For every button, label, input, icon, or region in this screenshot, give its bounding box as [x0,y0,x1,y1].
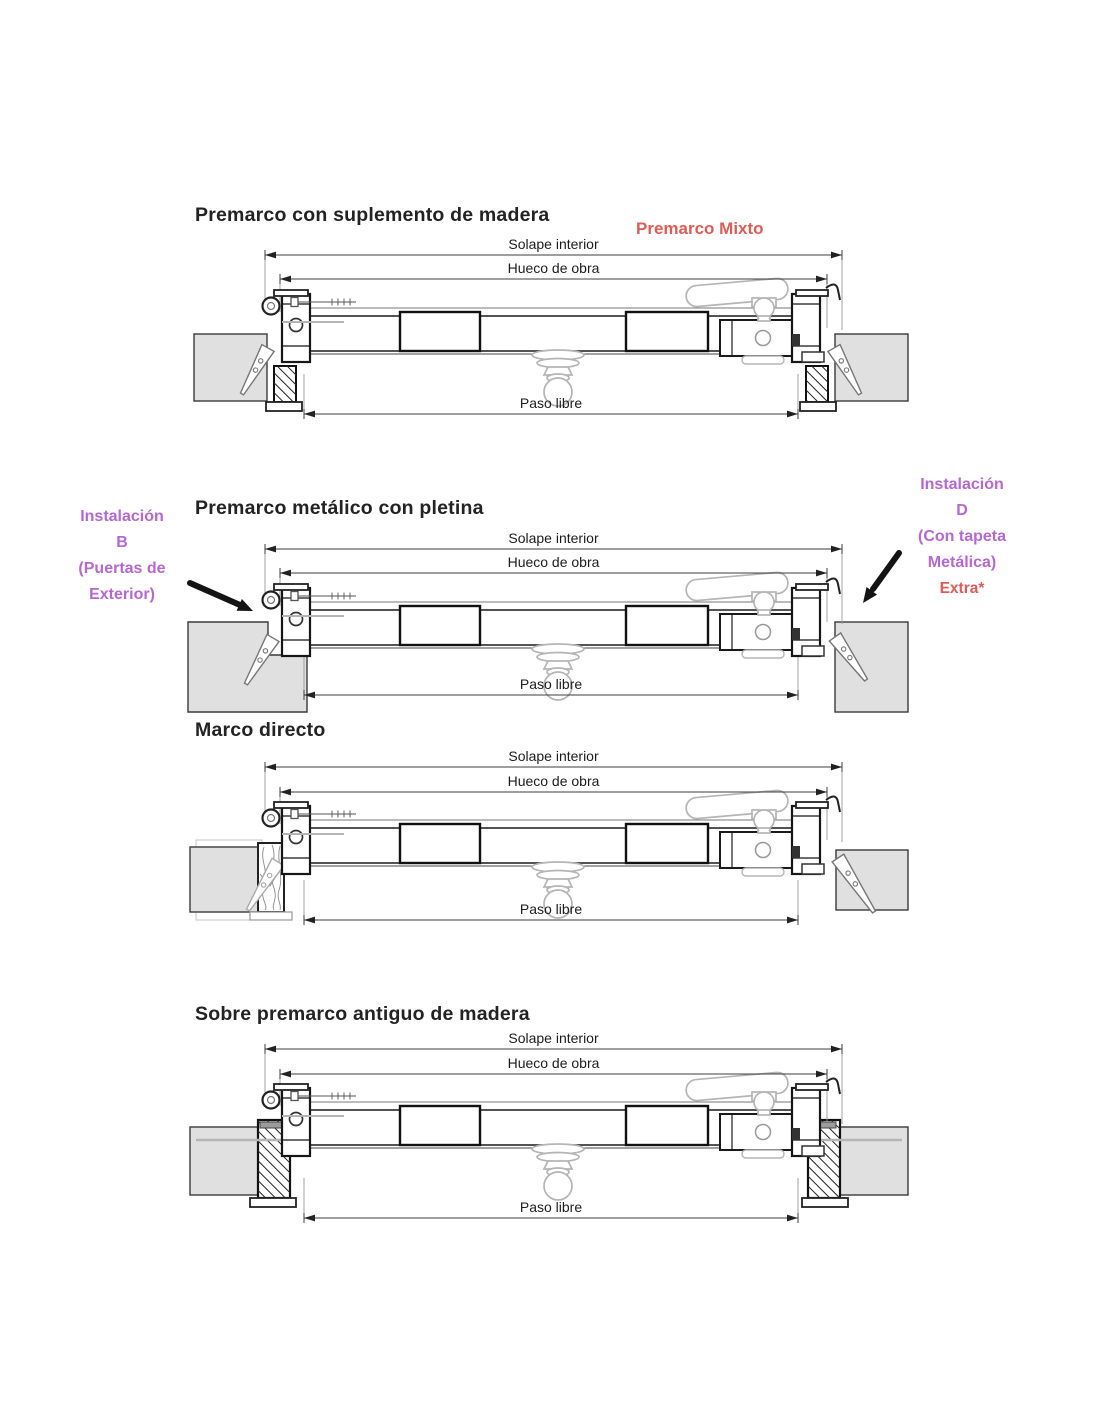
section-title-marco-directo: Marco directo [195,719,326,741]
label-extra: Extra* [939,580,985,597]
note-line: Metálica) [927,554,997,571]
dimension-paso-libre-label: Paso libre [519,676,583,692]
dimension-hueco-de-obra-label: Hueco de obra [507,554,600,570]
dimension-paso-libre-label: Paso libre [519,395,583,411]
note-instalacion-d [900,472,1024,602]
note-instalacion-b [55,504,189,608]
dimension-paso-libre [304,1199,798,1223]
hinge-detail [263,592,280,609]
lock-case [720,832,800,876]
dimension-hueco-de-obra-label: Hueco de obra [507,1055,600,1071]
dimension-solape-interior-label: Solape interior [508,1030,599,1046]
dimension-solape-interior [265,748,842,772]
note-line: B [116,534,128,551]
note-line: Exterior) [89,586,155,603]
dimension-hueco-de-obra-label: Hueco de obra [507,260,600,276]
lock-case [720,614,800,658]
note-line: (Puertas de [78,560,166,577]
lock-case [720,1114,800,1158]
note-line: Instalación [80,508,164,525]
dimension-hueco-de-obra [280,260,827,284]
hinge-detail [263,298,280,315]
diagram-marco-directo [186,748,916,944]
dimension-solape-interior-label: Solape interior [508,748,599,764]
dimension-solape-interior-label: Solape interior [508,236,599,252]
section-title-premarco-suplemento: Premarco con suplemento de madera [195,204,550,226]
note-line: (Con tapeta [918,528,1006,545]
hinge-detail [263,810,280,827]
dimension-hueco-de-obra [280,554,827,578]
note-line: D [956,502,968,519]
dimension-solape-interior [265,1030,842,1054]
dimension-solape-interior [265,530,842,554]
dimension-hueco-de-obra-label: Hueco de obra [507,773,600,789]
label-premarco-mixto: Premarco Mixto [636,219,764,238]
lock-case [720,320,800,364]
diagram-premarco-antiguo [186,1030,916,1226]
hinge-detail [263,1092,280,1109]
dimension-paso-libre-label: Paso libre [519,1199,583,1215]
diagram-premarco-suplemento [186,236,916,432]
dimension-paso-libre [304,395,798,419]
note-line: Instalación [920,476,1004,493]
door-knob [532,1144,584,1200]
dimension-solape-interior [265,236,842,260]
dimension-paso-libre [304,901,798,925]
diagram-premarco-metalico [186,530,916,726]
dimension-paso-libre-label: Paso libre [519,901,583,917]
dimension-solape-interior-label: Solape interior [508,530,599,546]
section-title-premarco-antiguo: Sobre premarco antiguo de madera [195,1003,530,1025]
section-title-premarco-metalico: Premarco metálico con pletina [195,497,484,519]
